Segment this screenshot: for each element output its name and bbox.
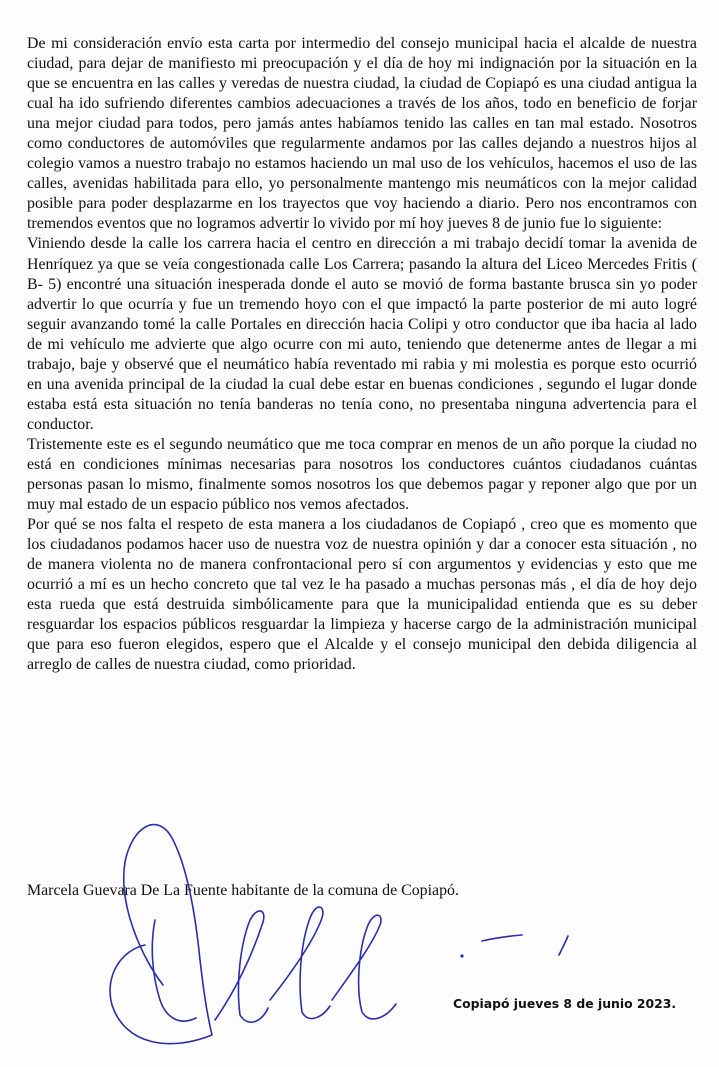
signature-stroke-4 [332,915,396,1019]
signature-stroke-2 [215,911,268,1022]
paragraph-incident: Viniendo desde la calle los carrera hacia el centro en dirección a mi trabajo decidí tomar la avenida de Henríquez ya que se veía congestionada calle Los Carrera; pasando la altura del Liceo Mercedes Fritis ( B- 5) encontré una situación inesperada donde el auto se movió de forma bastante brusca sin yo poder advertir lo que ocurría y fue un tremendo hoyo con el que impactó la parte posterior de mi auto logré seguir avanzando tomé la calle Portales en dirección hacia Colipi y otro conductor que iba hacia al lado de mi vehículo me advierte que algo ocurre con mi auto, teniendo que detenerme antes de llegar a mi trabajo, baje y observé que el neumático había reventado mi rabia y mi molestia es porque esto ocurrió en una avenida principal de la ciudad la cual debe estar en buenas condiciones , segundo el lugar donde estaba está esta situación no tenía banderas no tenía cono, no presentaba ninguna advertencia para el conductor. [27,235,697,433]
sender-line: Marcela Guevara De La Fuente habitante de la comuna de Copiapó. [27,882,459,899]
signature-flick [559,936,568,955]
signature-loop [110,825,212,1044]
paragraph-consequence: Tristemente este es el segundo neumático que me toca comprar en menos de un año porque la ciudad no está en condiciones mínimas necesarias para nosotros los conductores cuántos ciudadanos cuántas personas pasan lo mismo, finalmente somos nosotros los que debemos pagar y reponer algo que por un muy mal estado de un espacio público nos vemos afectados. [27,435,697,514]
signature-stroke-3 [270,907,330,1018]
letter-date: Copiapó jueves 8 de junio 2023. [453,996,677,1011]
paragraph-demand: Por qué se nos falta el respeto de esta manera a los ciudadanos de Copiapó , creo que es momento que los ciudadanos podamos hacer uso de nuestra voz de nuestra opinión y dar a conocer esta situación , no de manera violenta no de manera confrontacional pero sí con argumentos y evidencias y esto que me ocurrió a mí es un hecho concreto que tal vez le ha pasado a muchas personas más , el día de hoy dejo esta rueda que está destruida simbólicamente para que la municipalidad entienda que es su deber resguardar los espacios públicos resguardar la limpieza y hacerse cargo de la administración municipal que para eso fueron elegidos, espero que el Alcalde y el consejo municipal den debida diligencia al arreglo de calles de nuestra ciudad, como prioridad. [27,516,697,674]
signature-dash [482,935,522,941]
signature-dot [460,954,463,957]
signature-stroke-1 [152,920,196,1021]
paragraph-intro: De mi consideración envío esta carta por intermedio del consejo municipal hacia el alcalde de nuestra ciudad, para dejar de manifiesto mi preocupación y el día de hoy mi indignación por la situación en la que se encuentra en las calles y veredas de nuestra ciudad, la ciudad de Copiapó es una ciudad antigua la cual ha ido sufriendo diferentes cambios adecuaciones a través de los años, todo en beneficio de forjar una mejor ciudad para todos, pero jamás antes habíamos tenido las calles en tan mal estado. Nosotros como conductores de automóviles que regularmente andamos por las calles dejando a nuestros hijos al colegio vamos a nuestro trabajo no estamos haciendo un mal uso de los vehículos, hacemos el uso de las calles, avenidas habilitada para ello, yo personalmente mantengo mis neumáticos con la mejor calidad posible para poder desplazarme en los trayectos que voy haciendo a diario. Pero nos encontramos con tremendos eventos que no logramos advertir lo vivido por mí hoy jueves 8 de junio fue lo siguiente: [27,35,697,233]
letter-body [27,34,697,676]
